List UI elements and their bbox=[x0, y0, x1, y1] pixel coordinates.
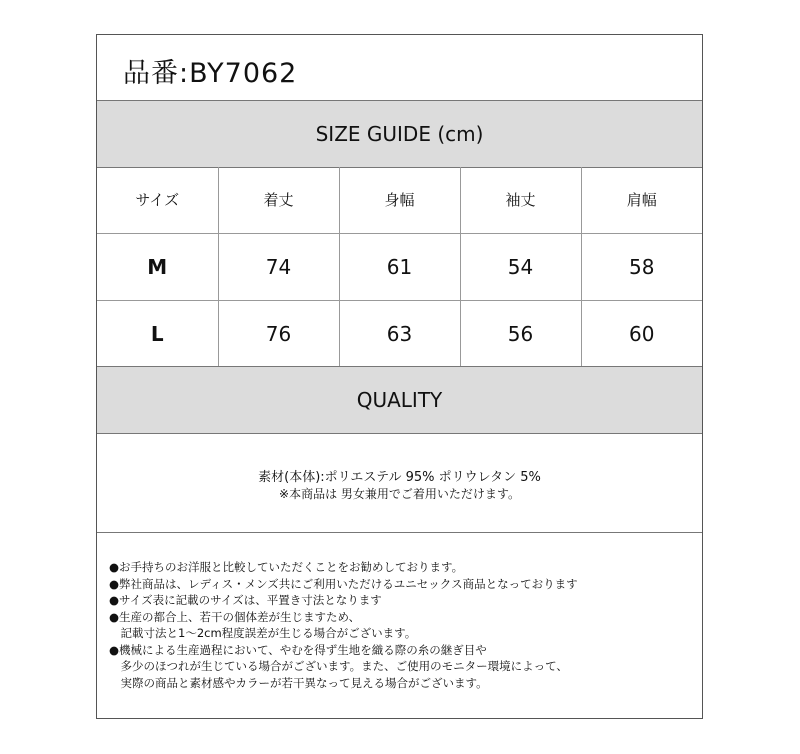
column-header-shoulder: 肩幅 bbox=[581, 167, 702, 233]
size-guide-header bbox=[97, 100, 702, 168]
unisex-note: ※本商品は 男女兼用でご着用いただけます。 bbox=[279, 487, 520, 501]
notes-list bbox=[109, 559, 578, 691]
value-cell: 61 bbox=[339, 233, 460, 300]
note-item: ●機械による生産過程において、やむを得ず生地を織る際の糸の継ぎ目や bbox=[109, 642, 487, 657]
value-cell: 63 bbox=[339, 300, 460, 367]
column-header-width: 身幅 bbox=[339, 167, 460, 233]
size-guide-title: SIZE GUIDE (cm) bbox=[315, 122, 484, 146]
material-text: 素材(本体):ポリエステル 95% ポリウレタン 5% bbox=[258, 470, 541, 485]
column-header-sleeve: 袖丈 bbox=[460, 167, 581, 233]
note-item: 実際の商品と素材感やカラーが若干異なって見える場合がございます。 bbox=[109, 675, 488, 690]
size-guide-card bbox=[96, 34, 703, 719]
product-number: 品番:BY7062 bbox=[123, 58, 298, 89]
quality-title: QUALITY bbox=[356, 388, 443, 412]
size-cell: M bbox=[97, 233, 218, 300]
quality-section bbox=[97, 433, 702, 533]
value-cell: 58 bbox=[581, 233, 702, 300]
value-cell: 60 bbox=[581, 300, 702, 367]
note-item: ●生産の都合上、若干の個体差が生じますため、 bbox=[109, 609, 361, 624]
quality-header bbox=[97, 366, 702, 434]
size-table-header-row bbox=[97, 167, 702, 233]
note-item: 多少のほつれが生じている場合がございます。また、ご使用のモニター環境によって、 bbox=[109, 659, 568, 673]
note-item: ●サイズ表に記載のサイズは、平置き寸法となります bbox=[109, 593, 382, 607]
column-header-size: サイズ bbox=[97, 167, 218, 233]
column-header-length: 着丈 bbox=[218, 167, 339, 233]
size-table bbox=[97, 167, 702, 367]
table-row bbox=[97, 300, 702, 367]
value-cell: 56 bbox=[460, 300, 581, 367]
note-item: ●弊社商品は、レディス・メンズ共にご利用いただけるユニセックス商品となっております bbox=[109, 576, 578, 591]
note-item: 記載寸法と1～2cm程度誤差が生じる場合がございます。 bbox=[109, 626, 417, 640]
value-cell: 74 bbox=[218, 233, 339, 300]
note-item: ●お手持ちのお洋服と比較していただくことをお勧めしております。 bbox=[109, 560, 464, 574]
value-cell: 76 bbox=[218, 300, 339, 367]
value-cell: 54 bbox=[460, 233, 581, 300]
size-cell: L bbox=[97, 300, 218, 367]
table-row bbox=[97, 233, 702, 300]
